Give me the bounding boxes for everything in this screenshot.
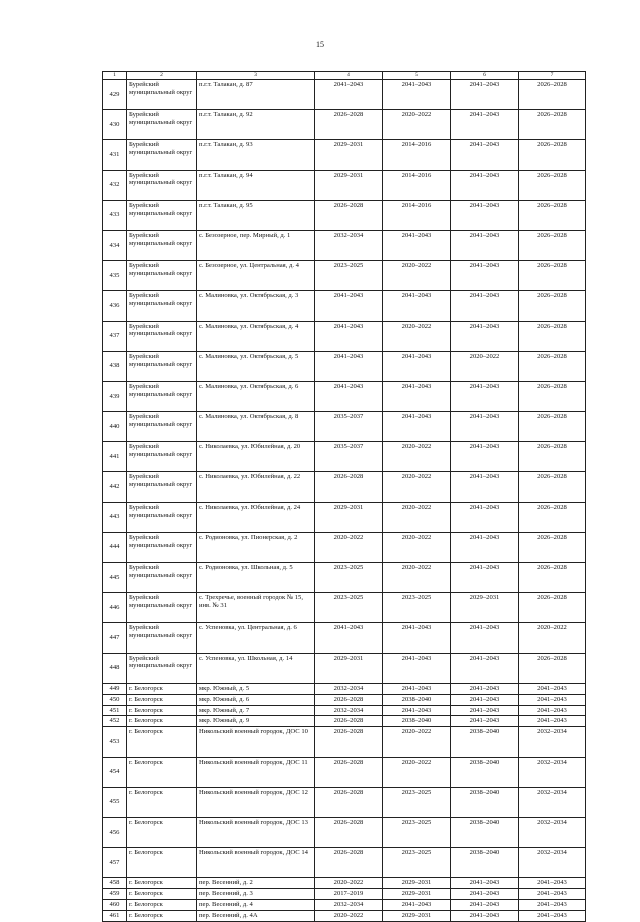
district-cell: Бурейский муниципальный округ bbox=[127, 291, 197, 321]
column-number-row bbox=[103, 72, 586, 80]
period-col-5: 2041–2043 bbox=[383, 381, 451, 411]
row-number: 449 bbox=[103, 683, 127, 694]
table-row bbox=[103, 889, 586, 900]
row-number: 438 bbox=[103, 351, 127, 381]
period-col-5: 2020–2022 bbox=[383, 532, 451, 562]
period-col-5: 2023–2025 bbox=[383, 787, 451, 817]
period-col-7: 2026–2028 bbox=[519, 140, 586, 170]
period-col-6: 2041–2043 bbox=[451, 291, 519, 321]
period-col-5: 2020–2022 bbox=[383, 472, 451, 502]
table-row bbox=[103, 787, 586, 817]
period-col-6: 2041–2043 bbox=[451, 653, 519, 683]
district-cell: Бурейский муниципальный округ bbox=[127, 563, 197, 593]
period-col-5: 2023–2025 bbox=[383, 593, 451, 623]
district-cell: г. Белогорск bbox=[127, 705, 197, 716]
period-col-7: 2032–2034 bbox=[519, 757, 586, 787]
district-cell: Бурейский муниципальный округ bbox=[127, 321, 197, 351]
period-col-4: 2041–2043 bbox=[315, 351, 383, 381]
address-cell: с. Малиновка, ул. Октябрьская, д. 5 bbox=[197, 351, 315, 381]
period-col-6: 2041–2043 bbox=[451, 694, 519, 705]
column-number: 5 bbox=[383, 72, 451, 80]
district-cell: Бурейский муниципальный округ bbox=[127, 532, 197, 562]
period-col-4: 2026–2028 bbox=[315, 848, 383, 878]
period-col-4: 2041–2043 bbox=[315, 321, 383, 351]
period-col-4: 2026–2028 bbox=[315, 694, 383, 705]
period-col-7: 2032–2034 bbox=[519, 727, 586, 757]
row-number: 453 bbox=[103, 727, 127, 757]
row-number: 431 bbox=[103, 140, 127, 170]
period-col-5: 2041–2043 bbox=[383, 412, 451, 442]
period-col-7: 2026–2028 bbox=[519, 502, 586, 532]
table-row bbox=[103, 727, 586, 757]
district-cell: Бурейский муниципальный округ bbox=[127, 412, 197, 442]
period-col-7: 2026–2028 bbox=[519, 351, 586, 381]
period-col-6: 2041–2043 bbox=[451, 563, 519, 593]
table-row bbox=[103, 442, 586, 472]
period-col-7: 2026–2028 bbox=[519, 442, 586, 472]
period-col-7: 2026–2028 bbox=[519, 593, 586, 623]
table-row bbox=[103, 502, 586, 532]
district-cell: Бурейский муниципальный округ bbox=[127, 80, 197, 110]
period-col-7: 2026–2028 bbox=[519, 170, 586, 200]
period-col-7: 2026–2028 bbox=[519, 381, 586, 411]
period-col-5: 2020–2022 bbox=[383, 321, 451, 351]
district-cell: Бурейский муниципальный округ bbox=[127, 230, 197, 260]
period-col-6: 2041–2043 bbox=[451, 705, 519, 716]
address-cell: п.г.т. Талакан, д. 87 bbox=[197, 80, 315, 110]
table-row bbox=[103, 140, 586, 170]
address-cell: с. Родионовка, ул. Школьная, д. 5 bbox=[197, 563, 315, 593]
period-col-5: 2041–2043 bbox=[383, 705, 451, 716]
row-number: 444 bbox=[103, 532, 127, 562]
district-cell: г. Белогорск bbox=[127, 757, 197, 787]
period-col-7: 2026–2028 bbox=[519, 563, 586, 593]
address-cell: мкр. Южный, д. 9 bbox=[197, 716, 315, 727]
district-cell: г. Белогорск bbox=[127, 694, 197, 705]
period-col-6: 2038–2040 bbox=[451, 757, 519, 787]
district-cell: Бурейский муниципальный округ bbox=[127, 261, 197, 291]
period-col-4: 2032–2034 bbox=[315, 705, 383, 716]
period-col-5: 2020–2022 bbox=[383, 563, 451, 593]
district-cell: г. Белогорск bbox=[127, 817, 197, 847]
period-col-5: 2020–2022 bbox=[383, 502, 451, 532]
address-cell: с. Безозерное, ул. Центральная, д. 4 bbox=[197, 261, 315, 291]
district-cell: г. Белогорск bbox=[127, 900, 197, 911]
period-col-6: 2041–2043 bbox=[451, 472, 519, 502]
period-col-4: 2026–2028 bbox=[315, 472, 383, 502]
period-col-7: 2026–2028 bbox=[519, 412, 586, 442]
district-cell: Бурейский муниципальный округ bbox=[127, 381, 197, 411]
table-row bbox=[103, 200, 586, 230]
period-col-6: 2041–2043 bbox=[451, 623, 519, 653]
period-col-5: 2041–2043 bbox=[383, 230, 451, 260]
row-number: 440 bbox=[103, 412, 127, 442]
row-number: 456 bbox=[103, 817, 127, 847]
period-col-6: 2038–2040 bbox=[451, 787, 519, 817]
row-number: 439 bbox=[103, 381, 127, 411]
row-number: 451 bbox=[103, 705, 127, 716]
period-col-5: 2020–2022 bbox=[383, 110, 451, 140]
table-row bbox=[103, 110, 586, 140]
table-row bbox=[103, 623, 586, 653]
period-col-7: 2026–2028 bbox=[519, 291, 586, 321]
period-col-5: 2014–2016 bbox=[383, 140, 451, 170]
row-number: 460 bbox=[103, 900, 127, 911]
period-col-4: 2026–2028 bbox=[315, 716, 383, 727]
address-cell: с. Малиновка, ул. Октябрьская, д. 4 bbox=[197, 321, 315, 351]
district-cell: г. Белогорск bbox=[127, 911, 197, 922]
period-col-6: 2041–2043 bbox=[451, 442, 519, 472]
address-cell: с. Безозерное, пер. Мирный, д. 1 bbox=[197, 230, 315, 260]
period-col-7: 2041–2043 bbox=[519, 705, 586, 716]
period-col-4: 2035–2037 bbox=[315, 442, 383, 472]
address-cell: с. Николаевка, ул. Юбилейная, д. 22 bbox=[197, 472, 315, 502]
table-row bbox=[103, 563, 586, 593]
address-cell: Никольский военный городок, ДОС 11 bbox=[197, 757, 315, 787]
address-cell: мкр. Южный, д. 7 bbox=[197, 705, 315, 716]
address-cell: п.г.т. Талакан, д. 93 bbox=[197, 140, 315, 170]
district-cell: Бурейский муниципальный округ bbox=[127, 623, 197, 653]
row-number: 433 bbox=[103, 200, 127, 230]
period-col-7: 2026–2028 bbox=[519, 261, 586, 291]
district-cell: Бурейский муниципальный округ bbox=[127, 140, 197, 170]
period-col-6: 2041–2043 bbox=[451, 716, 519, 727]
row-number: 436 bbox=[103, 291, 127, 321]
table-row bbox=[103, 381, 586, 411]
period-col-4: 2017–2019 bbox=[315, 889, 383, 900]
table-row bbox=[103, 412, 586, 442]
period-col-6: 2038–2040 bbox=[451, 817, 519, 847]
period-col-7: 2026–2028 bbox=[519, 200, 586, 230]
table-row bbox=[103, 321, 586, 351]
row-number: 461 bbox=[103, 911, 127, 922]
district-cell: г. Белогорск bbox=[127, 878, 197, 889]
column-number: 4 bbox=[315, 72, 383, 80]
housing-schedule-table bbox=[102, 71, 586, 922]
address-cell: с. Успеновка, ул. Школьная, д. 14 bbox=[197, 653, 315, 683]
period-col-6: 2041–2043 bbox=[451, 200, 519, 230]
district-cell: Бурейский муниципальный округ bbox=[127, 442, 197, 472]
address-cell: Никольский военный городок, ДОС 13 bbox=[197, 817, 315, 847]
address-cell: мкр. Южный, д. 6 bbox=[197, 694, 315, 705]
address-cell: пер. Весенний, д. 3 bbox=[197, 889, 315, 900]
column-number: 1 bbox=[103, 72, 127, 80]
period-col-7: 2041–2043 bbox=[519, 694, 586, 705]
period-col-6: 2041–2043 bbox=[451, 230, 519, 260]
period-col-5: 2023–2025 bbox=[383, 817, 451, 847]
row-number: 447 bbox=[103, 623, 127, 653]
period-col-5: 2029–2031 bbox=[383, 911, 451, 922]
column-number: 6 bbox=[451, 72, 519, 80]
table-row bbox=[103, 351, 586, 381]
period-col-4: 2032–2034 bbox=[315, 230, 383, 260]
period-col-4: 2041–2043 bbox=[315, 80, 383, 110]
address-cell: с. Малиновка, ул. Октябрьская, д. 8 bbox=[197, 412, 315, 442]
period-col-7: 2020–2022 bbox=[519, 623, 586, 653]
row-number: 441 bbox=[103, 442, 127, 472]
period-col-4: 2029–2031 bbox=[315, 502, 383, 532]
district-cell: Бурейский муниципальный округ bbox=[127, 200, 197, 230]
period-col-5: 2041–2043 bbox=[383, 80, 451, 110]
period-col-7: 2026–2028 bbox=[519, 472, 586, 502]
period-col-7: 2026–2028 bbox=[519, 110, 586, 140]
period-col-6: 2038–2040 bbox=[451, 848, 519, 878]
address-cell: мкр. Южный, д. 5 bbox=[197, 683, 315, 694]
address-cell: с. Успеновка, ул. Центральная, д. 6 bbox=[197, 623, 315, 653]
district-cell: Бурейский муниципальный округ bbox=[127, 170, 197, 200]
row-number: 432 bbox=[103, 170, 127, 200]
period-col-4: 2023–2025 bbox=[315, 593, 383, 623]
period-col-6: 2020–2022 bbox=[451, 351, 519, 381]
address-cell: с. Малиновка, ул. Октябрьская, д. 3 bbox=[197, 291, 315, 321]
table-row bbox=[103, 757, 586, 787]
period-col-4: 2020–2022 bbox=[315, 878, 383, 889]
period-col-4: 2032–2034 bbox=[315, 683, 383, 694]
district-cell: г. Белогорск bbox=[127, 727, 197, 757]
row-number: 454 bbox=[103, 757, 127, 787]
district-cell: Бурейский муниципальный округ bbox=[127, 472, 197, 502]
period-col-7: 2032–2034 bbox=[519, 817, 586, 847]
table-row bbox=[103, 694, 586, 705]
period-col-4: 2029–2031 bbox=[315, 170, 383, 200]
table-row bbox=[103, 705, 586, 716]
address-cell: пер. Весенний, д. 4А bbox=[197, 911, 315, 922]
period-col-7: 2026–2028 bbox=[519, 230, 586, 260]
address-cell: Никольский военный городок, ДОС 10 bbox=[197, 727, 315, 757]
period-col-6: 2038–2040 bbox=[451, 727, 519, 757]
period-col-4: 2020–2022 bbox=[315, 911, 383, 922]
row-number: 435 bbox=[103, 261, 127, 291]
row-number: 455 bbox=[103, 787, 127, 817]
period-col-5: 2041–2043 bbox=[383, 900, 451, 911]
table-row bbox=[103, 878, 586, 889]
address-cell: пер. Весенний, д. 4 bbox=[197, 900, 315, 911]
period-col-7: 2041–2043 bbox=[519, 683, 586, 694]
period-col-4: 2026–2028 bbox=[315, 200, 383, 230]
period-col-6: 2041–2043 bbox=[451, 321, 519, 351]
table-row bbox=[103, 716, 586, 727]
row-number: 448 bbox=[103, 653, 127, 683]
district-cell: Бурейский муниципальный округ bbox=[127, 593, 197, 623]
table-body bbox=[103, 80, 586, 922]
period-col-7: 2026–2028 bbox=[519, 532, 586, 562]
address-cell: п.г.т. Талакан, д. 92 bbox=[197, 110, 315, 140]
period-col-7: 2026–2028 bbox=[519, 321, 586, 351]
row-number: 452 bbox=[103, 716, 127, 727]
period-col-4: 2026–2028 bbox=[315, 817, 383, 847]
period-col-4: 2023–2025 bbox=[315, 563, 383, 593]
table-row bbox=[103, 653, 586, 683]
address-cell: с. Трехречье, военный городок № 15, инв. № 31 bbox=[197, 593, 315, 623]
period-col-7: 2041–2043 bbox=[519, 900, 586, 911]
period-col-4: 2026–2028 bbox=[315, 757, 383, 787]
period-col-5: 2041–2043 bbox=[383, 683, 451, 694]
row-number: 443 bbox=[103, 502, 127, 532]
row-number: 459 bbox=[103, 889, 127, 900]
period-col-6: 2041–2043 bbox=[451, 532, 519, 562]
row-number: 446 bbox=[103, 593, 127, 623]
period-col-7: 2041–2043 bbox=[519, 911, 586, 922]
period-col-7: 2041–2043 bbox=[519, 716, 586, 727]
period-col-6: 2041–2043 bbox=[451, 412, 519, 442]
period-col-5: 2014–2016 bbox=[383, 200, 451, 230]
period-col-4: 2026–2028 bbox=[315, 727, 383, 757]
table-row bbox=[103, 80, 586, 110]
period-col-6: 2041–2043 bbox=[451, 911, 519, 922]
column-number: 3 bbox=[197, 72, 315, 80]
period-col-7: 2032–2034 bbox=[519, 848, 586, 878]
period-col-6: 2041–2043 bbox=[451, 261, 519, 291]
district-cell: Бурейский муниципальный округ bbox=[127, 653, 197, 683]
table-row bbox=[103, 532, 586, 562]
table-row bbox=[103, 593, 586, 623]
period-col-6: 2041–2043 bbox=[451, 683, 519, 694]
period-col-4: 2020–2022 bbox=[315, 532, 383, 562]
column-number: 7 bbox=[519, 72, 586, 80]
period-col-4: 2026–2028 bbox=[315, 110, 383, 140]
period-col-5: 2041–2043 bbox=[383, 623, 451, 653]
period-col-5: 2041–2043 bbox=[383, 291, 451, 321]
row-number: 450 bbox=[103, 694, 127, 705]
row-number: 434 bbox=[103, 230, 127, 260]
period-col-5: 2020–2022 bbox=[383, 757, 451, 787]
period-col-5: 2014–2016 bbox=[383, 170, 451, 200]
period-col-6: 2041–2043 bbox=[451, 170, 519, 200]
period-col-4: 2026–2028 bbox=[315, 787, 383, 817]
period-col-7: 2026–2028 bbox=[519, 80, 586, 110]
table-row bbox=[103, 911, 586, 922]
address-cell: Никольский военный городок, ДОС 12 bbox=[197, 787, 315, 817]
period-col-4: 2035–2037 bbox=[315, 412, 383, 442]
period-col-6: 2041–2043 bbox=[451, 502, 519, 532]
address-cell: с. Николаевка, ул. Юбилейная, д. 20 bbox=[197, 442, 315, 472]
period-col-6: 2041–2043 bbox=[451, 140, 519, 170]
district-cell: Бурейский муниципальный округ bbox=[127, 110, 197, 140]
address-cell: п.г.т. Талакан, д. 95 bbox=[197, 200, 315, 230]
period-col-6: 2041–2043 bbox=[451, 381, 519, 411]
table-row bbox=[103, 230, 586, 260]
row-number: 442 bbox=[103, 472, 127, 502]
period-col-4: 2032–2034 bbox=[315, 900, 383, 911]
table-row bbox=[103, 472, 586, 502]
period-col-4: 2023–2025 bbox=[315, 261, 383, 291]
district-cell: г. Белогорск bbox=[127, 683, 197, 694]
period-col-6: 2041–2043 bbox=[451, 110, 519, 140]
row-number: 445 bbox=[103, 563, 127, 593]
period-col-5: 2020–2022 bbox=[383, 442, 451, 472]
period-col-5: 2029–2031 bbox=[383, 889, 451, 900]
period-col-7: 2041–2043 bbox=[519, 889, 586, 900]
address-cell: с. Малиновка, ул. Октябрьская, д. 6 bbox=[197, 381, 315, 411]
table-row bbox=[103, 170, 586, 200]
table-row bbox=[103, 848, 586, 878]
period-col-4: 2029–2031 bbox=[315, 653, 383, 683]
address-cell: Никольский военный городок, ДОС 14 bbox=[197, 848, 315, 878]
period-col-6: 2041–2043 bbox=[451, 878, 519, 889]
period-col-5: 2020–2022 bbox=[383, 261, 451, 291]
period-col-4: 2041–2043 bbox=[315, 291, 383, 321]
table-row bbox=[103, 261, 586, 291]
period-col-5: 2029–2031 bbox=[383, 878, 451, 889]
period-col-5: 2023–2025 bbox=[383, 848, 451, 878]
table-row bbox=[103, 291, 586, 321]
district-cell: г. Белогорск bbox=[127, 787, 197, 817]
column-number: 2 bbox=[127, 72, 197, 80]
page-number: 15 bbox=[316, 40, 324, 49]
district-cell: г. Белогорск bbox=[127, 716, 197, 727]
row-number: 429 bbox=[103, 80, 127, 110]
period-col-5: 2041–2043 bbox=[383, 653, 451, 683]
address-cell: с. Николаевка, ул. Юбилейная, д. 24 bbox=[197, 502, 315, 532]
period-col-7: 2041–2043 bbox=[519, 878, 586, 889]
period-col-4: 2029–2031 bbox=[315, 140, 383, 170]
district-cell: Бурейский муниципальный округ bbox=[127, 351, 197, 381]
row-number: 430 bbox=[103, 110, 127, 140]
period-col-6: 2041–2043 bbox=[451, 900, 519, 911]
row-number: 457 bbox=[103, 848, 127, 878]
period-col-4: 2041–2043 bbox=[315, 623, 383, 653]
address-cell: с. Родионовка, ул. Пионерская, д. 2 bbox=[197, 532, 315, 562]
period-col-6: 2041–2043 bbox=[451, 80, 519, 110]
period-col-5: 2038–2040 bbox=[383, 694, 451, 705]
period-col-5: 2020–2022 bbox=[383, 727, 451, 757]
table-row bbox=[103, 817, 586, 847]
period-col-7: 2032–2034 bbox=[519, 787, 586, 817]
table-row bbox=[103, 683, 586, 694]
period-col-6: 2041–2043 bbox=[451, 889, 519, 900]
district-cell: г. Белогорск bbox=[127, 889, 197, 900]
period-col-4: 2041–2043 bbox=[315, 381, 383, 411]
period-col-7: 2026–2028 bbox=[519, 653, 586, 683]
row-number: 437 bbox=[103, 321, 127, 351]
district-cell: Бурейский муниципальный округ bbox=[127, 502, 197, 532]
district-cell: г. Белогорск bbox=[127, 848, 197, 878]
period-col-5: 2041–2043 bbox=[383, 351, 451, 381]
period-col-5: 2038–2040 bbox=[383, 716, 451, 727]
period-col-6: 2029–2031 bbox=[451, 593, 519, 623]
address-cell: п.г.т. Талакан, д. 94 bbox=[197, 170, 315, 200]
table-row bbox=[103, 900, 586, 911]
address-cell: пер. Весенний, д. 2 bbox=[197, 878, 315, 889]
row-number: 458 bbox=[103, 878, 127, 889]
